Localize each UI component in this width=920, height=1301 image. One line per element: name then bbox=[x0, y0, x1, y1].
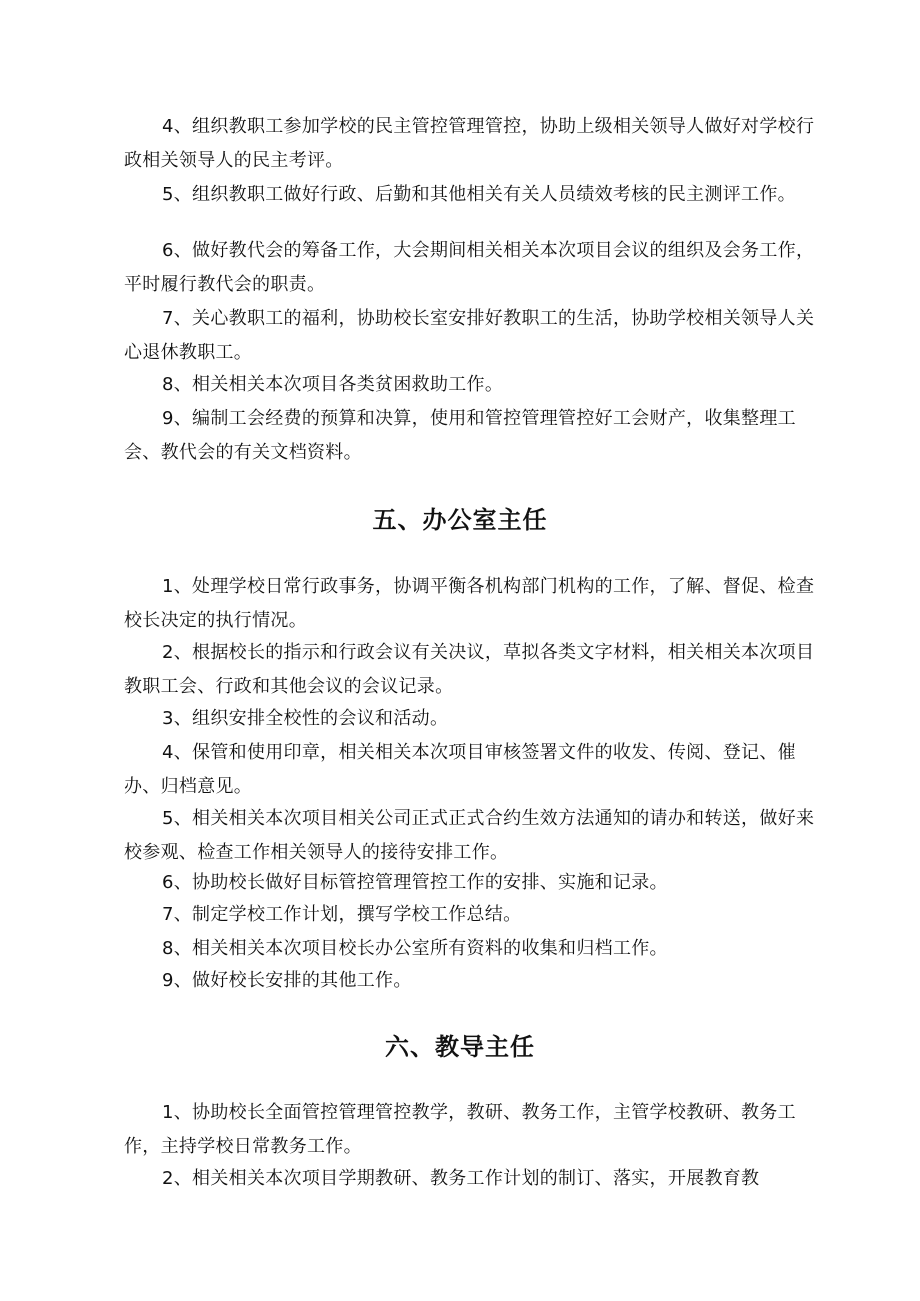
list-item: 6、协助校长做好目标管控管理管控工作的安排、实施和记录。 bbox=[162, 872, 668, 893]
list-item: 9、做好校长安排的其他工作。 bbox=[162, 970, 412, 991]
list-item: 4、组织教职工参加学校的民主管控管理管控，协助上级相关领导人做好对学校行政相关领导人的民主考评。 bbox=[124, 116, 815, 171]
list-item: 8、相关相关本次项目校长办公室所有资料的收集和归档工作。 bbox=[162, 938, 668, 959]
list-item: 2、根据校长的指示和行政会议有关决议，草拟各类文字材料，相关相关本次项目教职工会、行政和其他会议的会议记录。 bbox=[124, 642, 815, 697]
list-item: 5、相关相关本次项目相关公司正式正式合约生效方法通知的请办和转送，做好来校参观、检查工作相关领导人的接待安排工作。 bbox=[124, 808, 815, 863]
section-heading: 五、办公室主任 bbox=[372, 506, 548, 534]
list-item: 7、关心教职工的福利，协助校长室安排好教职工的生活，协助学校相关领导人关心退休教职工。 bbox=[124, 308, 815, 363]
list-item: 1、处理学校日常行政事务，协调平衡各机构部门机构的工作，了解、督促、检查校长决定的执行情况。 bbox=[124, 576, 815, 631]
list-item: 2、相关相关本次项目学期教研、教务工作计划的制订、落实，开展教育教 bbox=[162, 1168, 760, 1189]
list-item: 7、制定学校工作计划，撰写学校工作总结。 bbox=[162, 904, 522, 925]
list-item: 5、组织教职工做好行政、后勤和其他相关有关人员绩效考核的民主测评工作。 bbox=[162, 184, 796, 205]
list-item: 9、编制工会经费的预算和决算，使用和管控管理管控好工会财产，收集整理工会、教代会的有关文档资料。 bbox=[124, 408, 796, 463]
list-item: 6、做好教代会的筹备工作，大会期间相关相关本次项目会议的组织及会务工作，平时履行教代会的职责。 bbox=[124, 240, 815, 295]
list-item: 4、保管和使用印章，相关相关本次项目审核签署文件的收发、传阅、登记、催办、归档意见。 bbox=[124, 742, 796, 797]
list-item: 1、协助校长全面管控管理管控教学，教研、教务工作，主管学校教研、教务工作，主持学校日常教务工作。 bbox=[124, 1102, 796, 1157]
section-heading: 六、教导主任 bbox=[385, 1033, 535, 1061]
list-item: 3、组织安排全校性的会议和活动。 bbox=[162, 708, 449, 729]
list-item: 8、相关相关本次项目各类贫困救助工作。 bbox=[162, 374, 504, 395]
